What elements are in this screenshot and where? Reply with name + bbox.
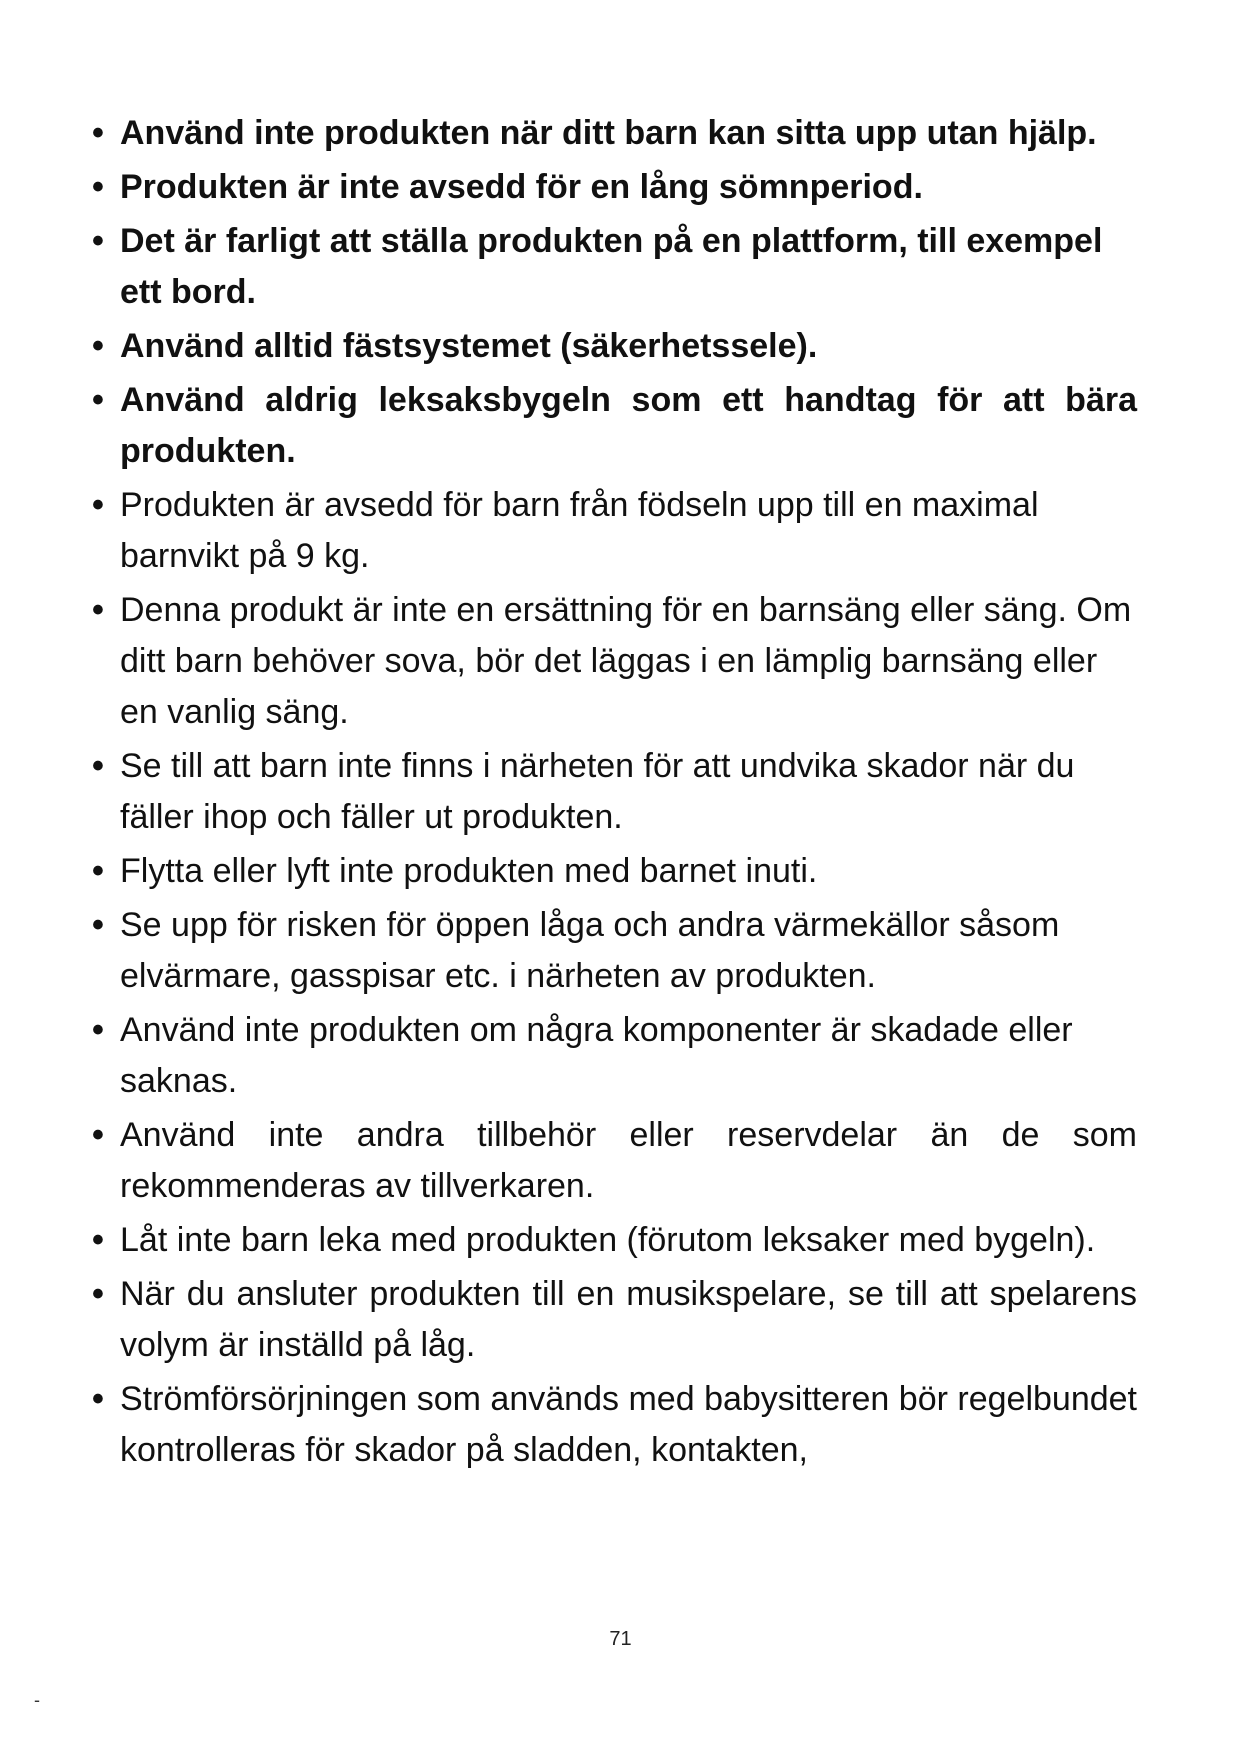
list-item-text: Använd inte produkten när ditt barn kan sitta upp utan hjälp. (120, 114, 1097, 152)
bullet-icon: • (92, 1116, 104, 1154)
bullet-icon: • (92, 591, 104, 629)
bullet-icon: • (92, 1221, 104, 1259)
list-item-text: Använd inte produkten om några komponenter är skadade eller saknas. (120, 1011, 1073, 1100)
list-item-text: Det är farligt att ställa produkten på en plattform, till exempel ett bord. (120, 222, 1103, 311)
list-item-text: Strömförsörjningen som används med babysitteren bör regelbundet kontrolleras för skador på sladden, kontakten, (120, 1380, 1137, 1469)
list-item (92, 1215, 1137, 1266)
list-item (92, 900, 1137, 1002)
bullet-icon: • (92, 381, 104, 419)
bullet-icon: • (92, 1011, 104, 1049)
list-item (92, 162, 1137, 213)
corner-mark: - (34, 1690, 40, 1710)
list-item (92, 108, 1137, 159)
list-item (92, 846, 1137, 897)
list-item-text: Se upp för risken för öppen låga och andra värmekällor såsom elvärmare, gasspisar etc. i närheten av produkten. (120, 906, 1060, 995)
list-item-text: Denna produkt är inte en ersättning för en barnsäng eller säng. Om ditt barn behöver sova, bör det läggas i en lämplig barnsäng eller en vanlig säng. (120, 591, 1132, 731)
list-item (92, 1269, 1137, 1371)
list-item (92, 216, 1137, 318)
list-item (92, 1005, 1137, 1107)
list-item-text: Använd alltid fästsystemet (säkerhetssele). (120, 327, 818, 365)
list-item (92, 1374, 1137, 1476)
list-item (92, 321, 1137, 372)
bullet-icon: • (92, 747, 104, 785)
list-item-text: Låt inte barn leka med produkten (förutom leksaker med bygeln). (120, 1221, 1096, 1259)
list-item-text: Använd inte andra tillbehör eller reservdelar än de som rekommenderas av tillverkaren. (120, 1116, 1137, 1205)
list-item-text: Produkten är avsedd för barn från födseln upp till en maximal barnvikt på 9 kg. (120, 486, 1039, 575)
list-item (92, 375, 1137, 477)
bullet-icon: • (92, 168, 104, 206)
bullet-icon: • (92, 114, 104, 152)
list-item-text: Flytta eller lyft inte produkten med barnet inuti. (120, 852, 818, 890)
list-item-text: När du ansluter produkten till en musikspelare, se till att spelarens volym är inställd på låg. (120, 1275, 1137, 1364)
bullet-icon: • (92, 222, 104, 260)
bullet-icon: • (92, 852, 104, 890)
bullet-icon: • (92, 1380, 104, 1418)
list-item (92, 480, 1137, 582)
document-body (92, 108, 1137, 1479)
list-item (92, 585, 1137, 738)
bullet-icon: • (92, 1275, 104, 1313)
list-item-text: Se till att barn inte finns i närheten för att undvika skador när du fäller ihop och fäller ut produkten. (120, 747, 1075, 836)
bullet-icon: • (92, 906, 104, 944)
page-number: 71 (609, 1628, 632, 1650)
list-item (92, 741, 1137, 843)
bullet-icon: • (92, 327, 104, 365)
warning-list (92, 108, 1137, 1476)
list-item-text: Produkten är inte avsedd för en lång sömnperiod. (120, 168, 923, 206)
list-item (92, 1110, 1137, 1212)
list-item-text: Använd aldrig leksaksbygeln som ett handtag för att bära produkten. (120, 381, 1137, 470)
bullet-icon: • (92, 486, 104, 524)
